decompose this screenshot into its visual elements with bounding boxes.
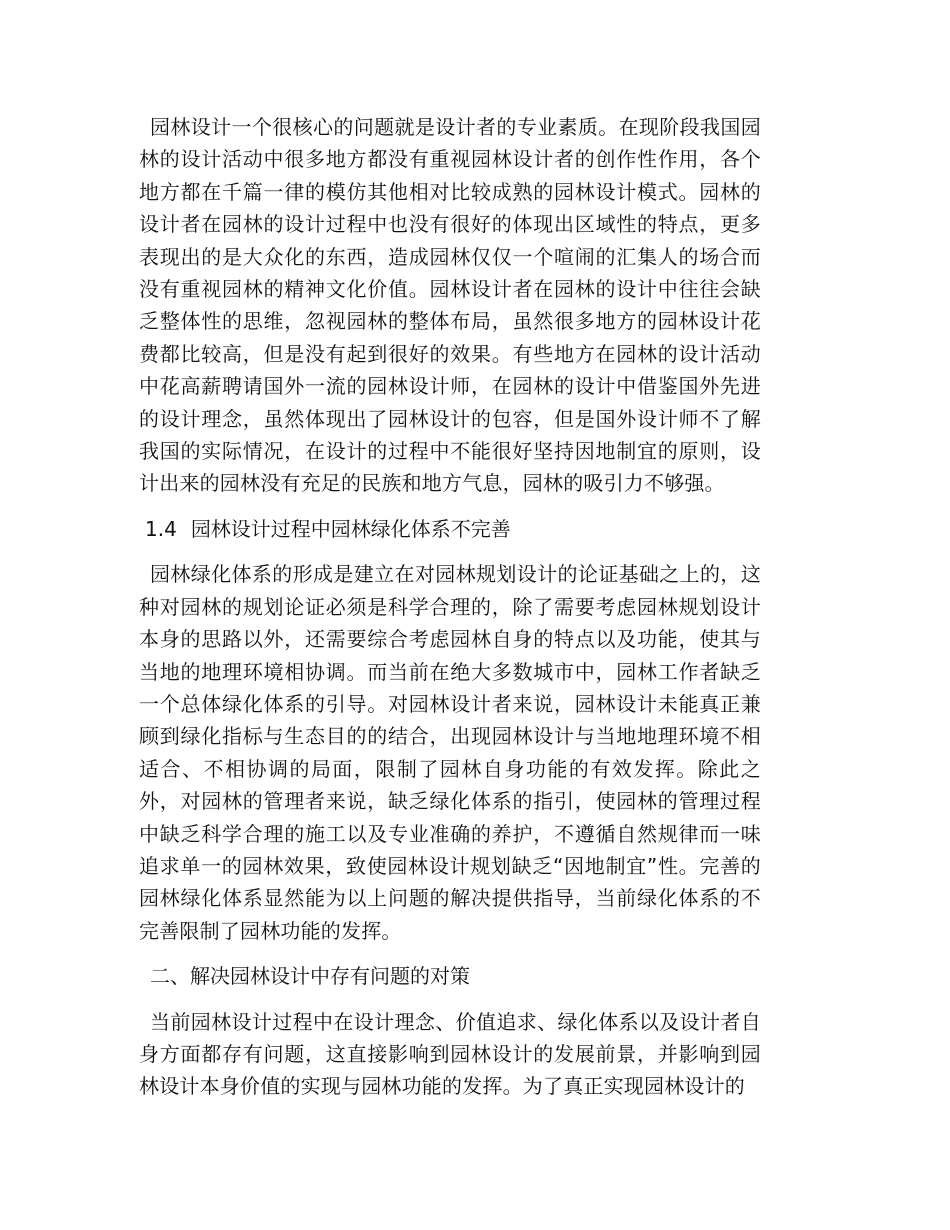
body-paragraph: 当前园林设计过程中在设计理念、价值追求、绿化体系以及设计者自身方面都存有问题，这直接影响到园林设计的发展前景，并影响到园林设计本身价值的实现与园林功能的发挥。为了真正实现园林设计的 [139, 1009, 761, 1099]
section-heading-2: 二、解决园林设计中存有问题的对策 [150, 964, 470, 989]
section-heading-1-4 [139, 513, 761, 545]
heading-title: 园林设计过程中园林绿化体系不完善 [190, 516, 511, 541]
body-paragraph: 园林设计一个很核心的问题就是设计者的专业素质。在现阶段我国园林的设计活动中很多地方都没有重视园林设计者的创作性作用，各个地方都在千篇一律的模仿其他相对比较成熟的园林设计模式。园林的设计者在园林的设计过程中也没有很好的体现出区域性的特点，更多表现出的是大众化的东西，造成园林仅仅一个喧闹的汇集人的场合而没有重视园林的精神文化价值。园林设计者在园林的设计中往往会缺乏整体性的思维，忽视园林的整体布局，虽然很多地方的园林设计花费都比较高，但是没有起到很好的效果。有些地方在园林的设计活动中花高薪聘请国外一流的园林设计师，在园林的设计中借鉴国外先进的设计理念，虽然体现出了园林设计的包容，但是国外设计师不了解我国的实际情况，在设计的过程中不能很好坚持因地制宜的原则，设计出来的园林没有充足的民族和地方气息，园林的吸引力不够强。 [139, 115, 761, 496]
body-paragraph: 园林绿化体系的形成是建立在对园林规划设计的论证基础之上的，这种对园林的规划论证必须是科学合理的，除了需要考虑园林规划设计本身的思路以外，还需要综合考虑园林自身的特点以及功能，使其与当地的地理环境相协调。而当前在绝大多数城市中，园林工作者缺乏一个总体绿化体系的引导。对园林设计者来说，园林设计未能真正兼顾到绿化指标与生态目的的结合，出现园林设计与当地地理环境不相适合、不相协调的局面，限制了园林自身功能的有效发挥。除此之外，对园林的管理者来说，缺乏绿化体系的指引，使园林的管理过程中缺乏科学合理的施工以及专业准确的养护，不遵循自然规律而一味追求单一的园林效果，致使园林设计规划缺乏“因地制宜”性。完善的园林绿化体系显然能为以上问题的解决提供指导，当前绿化体系的不完善限制了园林功能的发挥。 [139, 562, 761, 943]
document-page [139, 111, 761, 1103]
heading-number: 1.4 [145, 516, 177, 541]
